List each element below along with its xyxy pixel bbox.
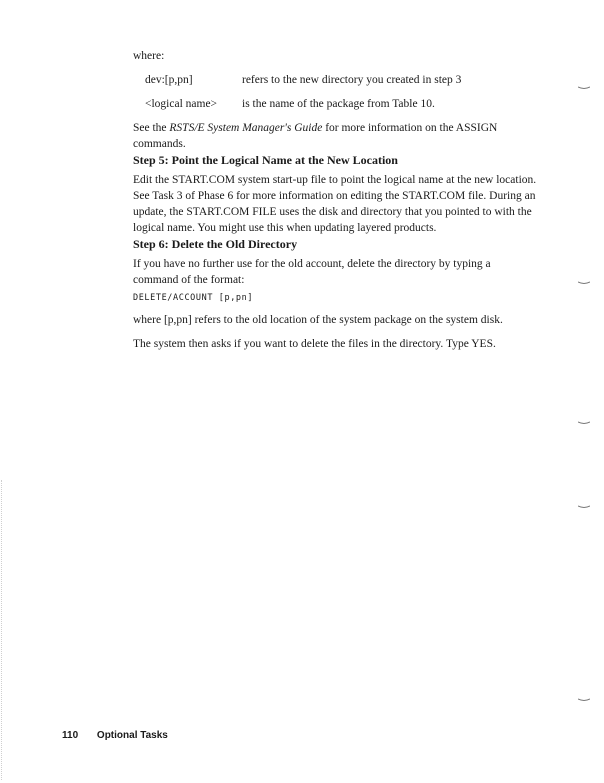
edge-mark bbox=[578, 698, 590, 702]
step6-heading: Step 6: Delete the Old Directory bbox=[133, 237, 298, 251]
page-number: 110 bbox=[62, 730, 79, 741]
edge-mark bbox=[578, 505, 590, 509]
step6-confirm-text: The system then asks if you want to delete the files in the directory. Type YES. bbox=[133, 338, 496, 350]
definition-term: dev:[p,pn] bbox=[145, 74, 193, 86]
see-also-suffix: for more information on the ASSIGN commands. bbox=[133, 122, 498, 150]
definition-desc: refers to the new directory you created in step 3 bbox=[242, 74, 462, 86]
see-also-prefix: See the bbox=[133, 122, 170, 134]
page-footer bbox=[62, 730, 168, 741]
edge-mark bbox=[578, 421, 590, 425]
see-also-paragraph bbox=[133, 120, 543, 152]
step5-heading: Step 5: Point the Logical Name at the New Location bbox=[133, 153, 398, 167]
section-title: Optional Tasks bbox=[96, 730, 168, 741]
step6-body: If you have no further use for the old account, delete the directory by typing a command of the format: bbox=[133, 258, 491, 286]
edge-mark bbox=[578, 281, 590, 285]
binding-edge bbox=[1, 480, 2, 780]
definition-term: <logical name> bbox=[145, 98, 218, 110]
command-example: DELETE/ACCOUNT [p,pn] bbox=[133, 293, 254, 303]
step5-body: Edit the START.COM system start-up file to point the logical name at the new location. See Task 3 of Phase 6 for more information on editing the START.COM file. During an update, the START.COM FILE uses the disk and directory that you pointed to with the logical name. You might use this when updating layered products. bbox=[133, 174, 537, 234]
definition-desc: is the name of the package from Table 10. bbox=[242, 98, 435, 110]
step6-where-text: where [p,pn] refers to the old location of the system package on the system disk. bbox=[133, 314, 503, 326]
where-label: where: bbox=[133, 50, 165, 62]
edge-mark bbox=[578, 86, 590, 90]
guide-title: RSTS/E System Manager's Guide bbox=[169, 122, 323, 134]
